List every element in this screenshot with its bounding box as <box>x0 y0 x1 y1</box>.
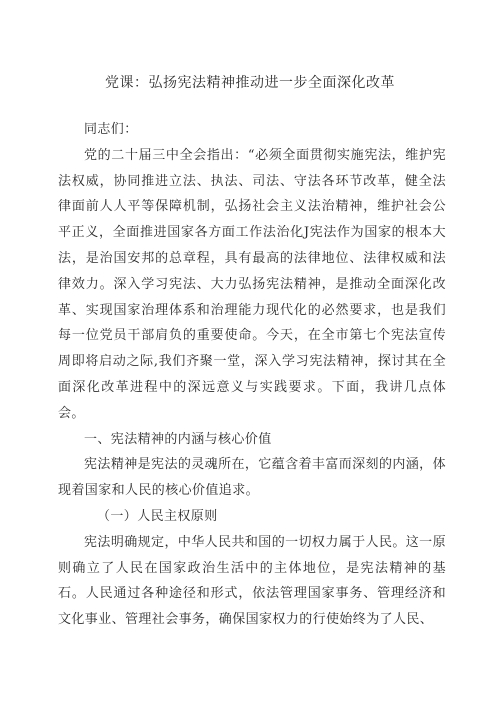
section-intro-paragraph: 宪法精神是宪法的灵魂所在，它蕴含着丰富而深刻的内涵，体现着国家和人民的核心价值追求。 <box>58 457 446 499</box>
document-title: 党课：弘扬宪法精神推动进一步全面深化改革 <box>105 75 395 91</box>
intro-paragraph: 党的二十届三中全会指出：“必须全面贯彻实施宪法，维护宪法权威，协同推进立法、执法、司法、守法各环节改革，健全法律面前人人平等保障机制，弘扬社会主义法治精神，维护社会公平正义，全面推进国家各方面工作法治化J宪法作为国家的根本大法，是治国安邦的总章程，具有最高的法律地位、法律权威和法律效力。深入学习宪法、大力弘扬宪法精神，是推动全面深化改革、实现国家治理体系和治理能力现代化的必然要求，也是我们每一位党员干部肩负的重要使命。今天，在全市第七个宪法宣传周即将启动之际,我们齐聚一堂，深入学习宪法精神，探讨其在全面深化改革进程中的深远意义与实践要求。下面，我讲几点体会。 <box>58 147 446 421</box>
salutation: 同志们： <box>84 122 138 137</box>
section-heading: 一、宪法精神的内涵与核心价值 <box>84 431 272 447</box>
subsection-paragraph: 宪法明确规定，中华人民共和国的一切权力属于人民。这一原则确立了人民在国家政治生活中的主体地位，是宪法精神的基石。人民通过各种途径和形式，依法管理国家事务、管理经济和文化事业、管理社会事务，确保国家权力的行使始终为了人民、 <box>58 534 446 628</box>
document-body <box>58 117 446 633</box>
subsection-heading: （一）人民主权原则 <box>97 508 218 524</box>
